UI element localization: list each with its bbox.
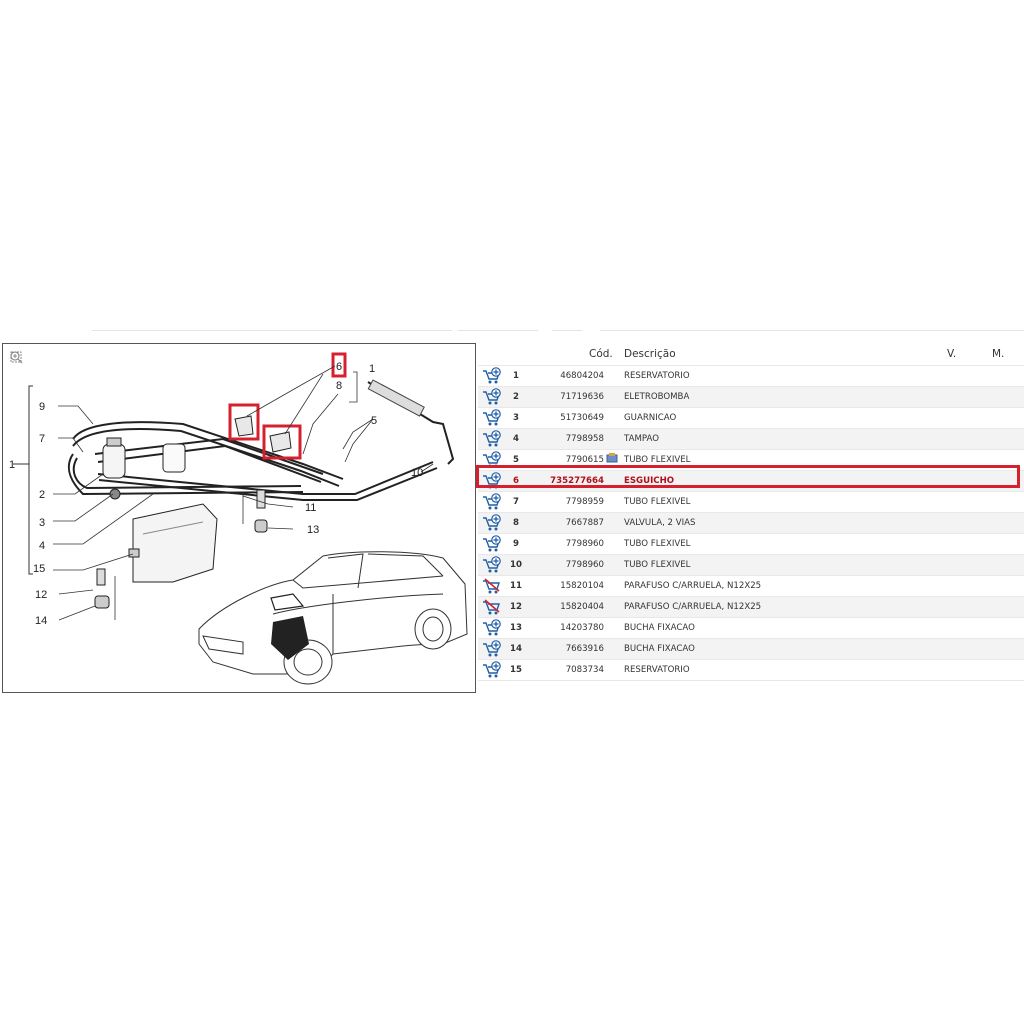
item-number: 15 [510,665,522,675]
part-description: TAMPAO [624,434,659,444]
part-code: 15820104 [560,581,604,591]
svg-text:11: 11 [305,502,317,514]
table-row[interactable] [478,491,1024,512]
part-code: 7790615 [565,455,604,465]
part-code: 7663916 [565,644,604,654]
part-description: GUARNICAO [624,413,677,423]
item-number: 10 [510,560,522,570]
svg-text:8: 8 [336,380,343,392]
item-number: 14 [510,644,522,654]
item-number: 9 [513,539,519,549]
part-code: 46804204 [560,371,604,381]
part-code: 15820404 [560,602,604,612]
part-code: 7798959 [565,497,604,507]
part-code: 71719636 [560,392,604,402]
table-row[interactable] [478,596,1024,617]
top-divider-4 [600,330,1024,331]
table-body [478,365,1024,680]
part-description: VALVULA, 2 VIAS [624,518,696,528]
part-code: 7798960 [565,560,604,570]
part-description: ELETROBOMBA [624,392,690,402]
item-number: 12 [510,602,522,612]
svg-text:1: 1 [9,459,16,471]
part-description: TUBO FLEXIVEL [624,539,691,549]
item-number: 4 [513,434,519,444]
item-number: 2 [513,392,519,402]
svg-text:3: 3 [39,517,46,529]
item-number: 1 [513,371,519,381]
top-divider-3 [552,330,582,331]
part-code: 7667887 [565,518,604,528]
cart-add-icon[interactable] [482,640,502,658]
cart-add-icon[interactable] [482,619,502,637]
table-row[interactable] [478,575,1024,596]
part-code: 14203780 [560,623,604,633]
cart-add-icon[interactable] [482,556,502,574]
svg-text:12: 12 [35,589,48,601]
svg-text:15: 15 [33,563,46,575]
cart-unavailable-icon[interactable] [482,598,502,616]
cart-add-icon[interactable] [482,388,502,406]
part-description: PARAFUSO C/ARRUELA, N12X25 [624,581,762,591]
item-number: 8 [513,518,519,528]
item-number: 13 [510,623,522,633]
part-code: 51730649 [560,413,604,423]
cart-add-icon[interactable] [482,430,502,448]
svg-text:6: 6 [336,361,343,373]
part-description: TUBO FLEXIVEL [624,455,691,465]
svg-text:5: 5 [371,415,378,427]
part-description: PARAFUSO C/ARRUELA, N12X25 [624,602,762,612]
part-code: 7798958 [565,434,604,444]
part-code: 7083734 [565,665,604,675]
svg-text:1: 1 [369,363,376,375]
table-row[interactable] [478,428,1024,449]
header-code: Cód. [589,348,613,360]
item-number: 11 [510,581,522,591]
header-m: M. [992,348,1005,360]
part-code: 735277664 [550,476,604,486]
part-description: RESERVATORIO [624,665,690,675]
cart-add-icon[interactable] [482,661,502,679]
item-number: 5 [513,455,519,465]
svg-text:13: 13 [307,524,320,536]
svg-text:4: 4 [39,540,46,552]
part-code: 7798960 [565,539,604,549]
selected-row-highlight [476,465,1020,488]
table-row[interactable] [478,365,1024,386]
part-description: BUCHA FIXACAO [624,623,695,633]
item-number: 6 [513,476,519,486]
cart-add-icon[interactable] [482,535,502,553]
part-description: ESGUICHO [624,476,675,486]
part-description: TUBO FLEXIVEL [624,560,691,570]
table-row[interactable] [478,386,1024,407]
diagram-drawing [3,344,475,692]
table-row[interactable] [478,554,1024,575]
svg-text:2: 2 [39,489,46,501]
table-row[interactable] [478,659,1024,680]
cart-add-icon[interactable] [482,409,502,427]
part-description: TUBO FLEXIVEL [624,497,691,507]
cart-add-icon[interactable] [482,514,502,532]
table-row[interactable] [478,512,1024,533]
table-row[interactable] [478,533,1024,554]
top-divider-2 [458,330,538,331]
item-number: 3 [513,413,519,423]
svg-text:10: 10 [411,467,424,479]
cart-unavailable-icon[interactable] [482,577,502,595]
top-divider-1 [92,330,452,331]
svg-text:7: 7 [39,433,46,445]
svg-text:14: 14 [35,615,48,627]
parts-diagram[interactable] [2,343,476,693]
header-description: Descrição [624,348,676,360]
table-footer-line [478,680,1024,693]
part-description: RESERVATORIO [624,371,690,381]
table-header [478,343,1024,365]
header-v: V. [947,348,957,360]
item-number: 7 [513,497,519,507]
table-row[interactable] [478,638,1024,659]
info-icon[interactable] [606,453,618,463]
svg-text:9: 9 [39,401,46,413]
table-row[interactable] [478,407,1024,428]
cart-add-icon[interactable] [482,493,502,511]
cart-add-icon[interactable] [482,367,502,385]
table-row[interactable] [478,617,1024,638]
part-description: BUCHA FIXACAO [624,644,695,654]
parts-table [478,343,1024,693]
